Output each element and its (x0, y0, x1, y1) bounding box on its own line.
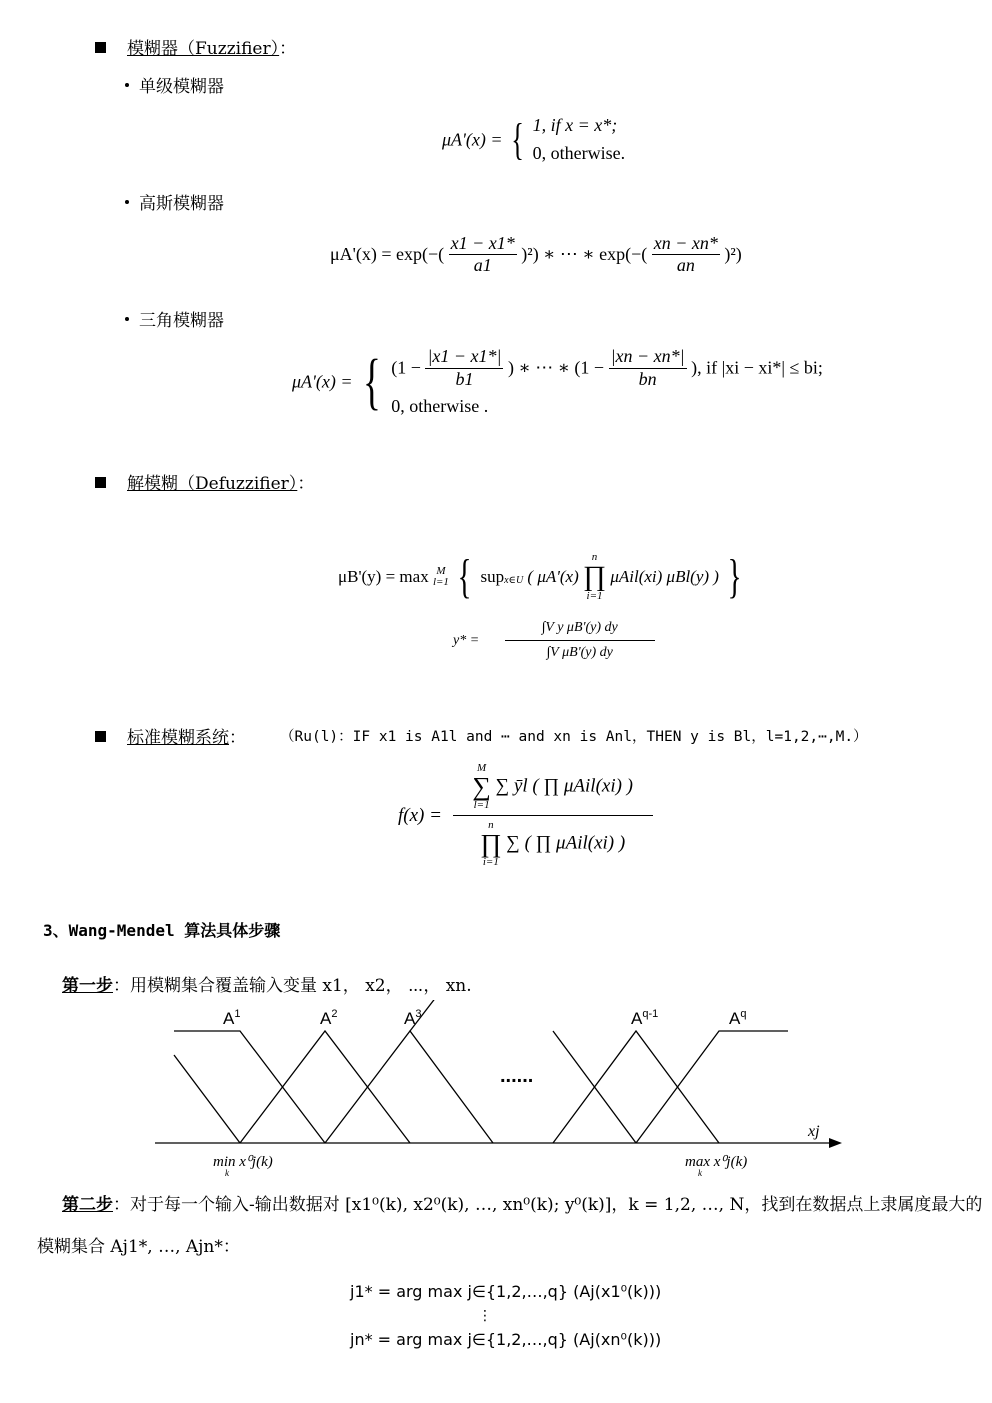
colon: ： (229, 728, 246, 748)
mf-A2 (240, 1031, 410, 1143)
step1-label: 第一步 (62, 976, 113, 996)
triangular-case1-a: (1 − (391, 357, 421, 378)
triangular-label: 三角模糊器 (139, 311, 224, 331)
singleton-case2: 0, otherwise. (532, 142, 626, 163)
step2-text2: 模糊集合 Aj1*, …, Ajn*： (37, 1237, 240, 1257)
axis-max-sub: k (698, 1168, 702, 1178)
argmax-vdots: ⋮ (478, 1308, 492, 1324)
defuzzifier-eq2 (453, 620, 655, 661)
label-A3: $A^3$ (404, 1008, 422, 1028)
mf-A1 (174, 1031, 325, 1143)
defuzzifier-heading (95, 469, 314, 494)
triangular-equation (292, 346, 823, 418)
sum-icon: ∑ (472, 772, 491, 801)
product-icon: ∏ (583, 561, 607, 592)
eq1-body-a: ( μA'(x) (527, 567, 579, 586)
eq2-lhs: y* = (453, 632, 480, 648)
wang-mendel-heading: 3、Wang-Mendel 算法具体步骤 (43, 921, 281, 940)
fuzzy-rule: （Ru(l)：IF x1 is A1l and ⋯ and xn is Anl，THEN y is Bl，l=1,2,⋯,M.） (280, 729, 868, 745)
diagram-ellipsis: ...... (500, 1065, 534, 1087)
left-brace-icon: { (511, 114, 524, 164)
gaussian-label: 高斯模糊器 (139, 194, 224, 214)
triangular-lhs: μA'(x) = (292, 371, 353, 392)
gaussian-den2: an (676, 255, 695, 275)
singleton-case1: 1, if x = x*; (532, 115, 618, 135)
gaussian-eq-left: μA'(x) = exp(−( (330, 244, 445, 264)
bullet-dot-icon (125, 83, 129, 87)
mf-A2-left (174, 1055, 240, 1143)
bullet-dot-icon (125, 317, 129, 321)
gaussian-end: )²) (724, 244, 742, 264)
triangular-heading (125, 306, 224, 331)
left-brace-icon: { (362, 347, 381, 416)
defuzzifier-title: 解模糊（Defuzzifier） (127, 474, 298, 494)
eq2-num: ∫V y μB'(y) dy (505, 620, 655, 641)
label-A1: $A^1$ (223, 1008, 241, 1028)
argmax-eq1: j1* = arg max j∈{1,2,…,q} (Aj(x1⁰(k))) (350, 1282, 662, 1301)
standard-heading (95, 723, 246, 748)
label-Aq: $A^q$ (729, 1008, 747, 1028)
bullet-square-icon (95, 477, 106, 488)
step1 (62, 971, 472, 996)
step2 (62, 1190, 982, 1215)
eq2-den: ∫V μB'(y) dy (546, 645, 613, 660)
gaussian-mid: )²) ∗ ⋯ ∗ exp(−( (521, 244, 648, 264)
triangular-case2: 0, otherwise . (391, 396, 489, 417)
axis-min-sub: k (225, 1168, 229, 1178)
fuzzifier-heading (95, 34, 296, 59)
singleton-heading (125, 72, 224, 97)
mf-Aq (636, 1031, 788, 1143)
eq1-lim-top: M (436, 564, 446, 577)
axis-max-label: max x⁰j(k) (685, 1154, 748, 1170)
mf-A3 (325, 1031, 493, 1143)
membership-diagram (0, 1000, 992, 1180)
fx-lhs: f(x) = (398, 804, 442, 826)
bullet-square-icon (95, 42, 106, 53)
step2-label: 第二步 (62, 1195, 113, 1215)
eq1-body-b: μAil(xi) μBl(y) ) (610, 567, 719, 586)
argmax-eq2: jn* = arg max j∈{1,2,…,q} (Aj(xn⁰(k))) (350, 1330, 662, 1349)
eq1-lhs: μB'(y) = max (338, 567, 429, 586)
bullet-square-icon (95, 731, 106, 742)
gaussian-equation (330, 233, 742, 276)
std-den: ∑ ( ∏ μAil(xi) ) (506, 832, 626, 854)
gaussian-den1: a1 (473, 255, 492, 275)
eq1-sup-sub: x∈U (504, 574, 524, 586)
step1-text: ：用模糊集合覆盖输入变量 x1， x2， ⋯， xn. (113, 976, 472, 996)
label-A2: $A^2$ (320, 1008, 338, 1028)
std-num: ∑ ȳl ( ∏ μAil(xi) ) (495, 775, 634, 797)
product-icon: ∏ (480, 829, 502, 858)
mf-Aq-1 (553, 1031, 719, 1143)
prod-bot: i=1 (482, 856, 499, 868)
eq1-sup: sup (480, 567, 505, 586)
colon: ： (279, 39, 297, 59)
axis-label: xj (808, 1123, 820, 1140)
gaussian-num1: x1 − x1* (450, 233, 515, 253)
axis-min-label: min x⁰j(k) (213, 1154, 273, 1170)
right-brace-icon: } (727, 550, 742, 603)
label-Aq-1: $A^{q-1}$ (631, 1008, 659, 1028)
eq1-lim-bot: l=1 (432, 575, 449, 588)
gaussian-heading (125, 189, 224, 214)
triangular-den2: bn (638, 368, 657, 389)
step2-text: ：对于每一个输入-输出数据对 [x1⁰(k), x2⁰(k), …, xn⁰(k); y⁰(k)]，k = 1,2, …, N，找到在数据点上隶属度最大的 (113, 1195, 983, 1215)
standard-equation (398, 763, 653, 868)
prod-top: n (488, 819, 494, 831)
singleton-label: 单级模糊器 (139, 77, 224, 97)
triangular-case1-b: ) ∗ ⋯ ∗ (1 − (507, 357, 605, 378)
fuzzifier-title: 模糊器（Fuzzifier） (127, 39, 280, 59)
eq1-prod-bot: i=1 (586, 590, 603, 602)
left-brace-icon: { (457, 550, 472, 603)
standard-title: 标准模糊系统 (127, 728, 229, 748)
sum-bot: l=1 (473, 799, 490, 811)
colon: ： (297, 474, 315, 494)
gaussian-num2: xn − xn* (653, 233, 718, 253)
eq1-prod-top: n (591, 551, 598, 563)
triangular-num1: |x1 − x1*| (425, 346, 503, 369)
triangular-den1: b1 (455, 368, 474, 389)
singleton-equation (442, 112, 625, 168)
defuzzifier-eq1 (338, 552, 746, 602)
triangular-case1-c: ), if |xi − xi*| ≤ bi; (691, 357, 823, 378)
sum-top: M (477, 762, 487, 774)
singleton-lhs: μA'(x) = (442, 129, 503, 150)
bullet-dot-icon (125, 200, 129, 204)
triangular-num2: |xn − xn*| (609, 346, 687, 369)
mf-A3-tail (410, 1000, 493, 1031)
axis-arrow-icon (829, 1138, 842, 1148)
